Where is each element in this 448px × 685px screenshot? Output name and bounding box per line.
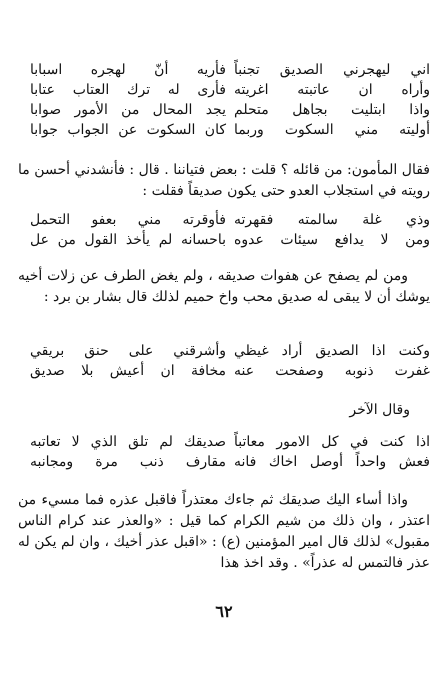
- verse-hemistich-first: وأراه ان عاتبته اغريته: [234, 82, 430, 98]
- poem-4: [30, 432, 430, 472]
- verse-line: [30, 120, 430, 140]
- prose-paragraph-1: [18, 160, 430, 202]
- paragraph-text: ومن لم يصفح عن هفوات صديقه ، ولم يغض الطرف عن زلات أخيه يوشك أن لا يبقى له صديق محب واخ حميم لذلك قال بشار بن برد :: [18, 268, 430, 305]
- verse-hemistich-first: غفرت ذنوبه وصفحت عنه: [234, 363, 430, 379]
- verse-hemistich-second: مقارف ذنب مرة ومجانبه: [30, 454, 226, 470]
- verse-line: [30, 432, 430, 452]
- verse-line: [30, 60, 430, 80]
- poet-attribution: وقال الآخر: [349, 402, 410, 418]
- paragraph-text: واذا أساء اليك صديقك ثم جاءك معتذراً فاقبل عذره فما مسيء من اعتذر ، وان ذلك من شيم الكرام كما قيل : «والعذر عند كرام الناس مقبول» لذلك قال امير المؤمنين (ع) : «اقبل عذر أخيك ، وان لم يكن له عذر فالتمس له عذراً» . وقد اخذ هذا: [18, 492, 430, 571]
- verse-line: [30, 100, 430, 120]
- poem-2: [30, 210, 430, 250]
- prose-paragraph-2: [18, 266, 430, 308]
- verse-hemistich-second: وأشرقني على حنق بريقي: [30, 343, 226, 359]
- verse-hemistich-first: وكنت اذا الصديق أراد غيظي: [234, 343, 430, 359]
- verse-line: [30, 230, 430, 250]
- verse-hemistich-second: باحسانه لم يأخذ القول من عل: [30, 232, 226, 248]
- verse-hemistich-first: اني ليهجرني الصديق تجنباً: [234, 62, 430, 78]
- verse-hemistich-second: فأرى له ترك العتاب عتابا: [30, 82, 226, 98]
- poem-3: [30, 341, 430, 381]
- verse-hemistich-first: ومن لا يدافع سيئات عدوه: [234, 232, 430, 248]
- verse-hemistich-second: صديقك لم تلق الذي لا تعاتبه: [30, 434, 226, 450]
- verse-hemistich-first: وذي غلة سالمته فقهرته: [234, 212, 430, 228]
- verse-line: [30, 452, 430, 472]
- verse-hemistich-first: أوليته مني السكوت وربما: [234, 122, 430, 138]
- verse-line: [30, 210, 430, 230]
- prose-paragraph-3: [18, 490, 430, 574]
- verse-hemistich-second: فأريه أنّ لهجره اسبابا: [30, 62, 226, 78]
- page-number: ٦٢: [215, 602, 233, 621]
- verse-line: [30, 361, 430, 381]
- verse-hemistich-first: اذا كنت في كل الامور معاتباً: [234, 434, 430, 450]
- paragraph-text: فقال المأمون: من قائله ؟ قلت : بعض فتياننا . قال : فأنشدني أحسن ما رويته في استجلاب العدو حتى يكون صديقاً فقلت :: [18, 162, 430, 199]
- verse-line: [30, 80, 430, 100]
- verse-hemistich-second: فأوقرته مني بعفو التحمل: [30, 212, 226, 228]
- verse-hemistich-second: كان السكوت عن الجواب جوابا: [30, 122, 226, 138]
- verse-hemistich-second: يجد المحال من الأمور صوابا: [30, 102, 226, 118]
- verse-line: [30, 341, 430, 361]
- verse-hemistich-first: فعش واحداً أوصل اخاك فانه: [234, 454, 430, 470]
- verse-hemistich-second: مخافة ان أعيش بلا صديق: [30, 363, 226, 379]
- poem-1: [30, 60, 430, 140]
- verse-hemistich-first: واذا ابتليت بجاهل متحلم: [234, 102, 430, 118]
